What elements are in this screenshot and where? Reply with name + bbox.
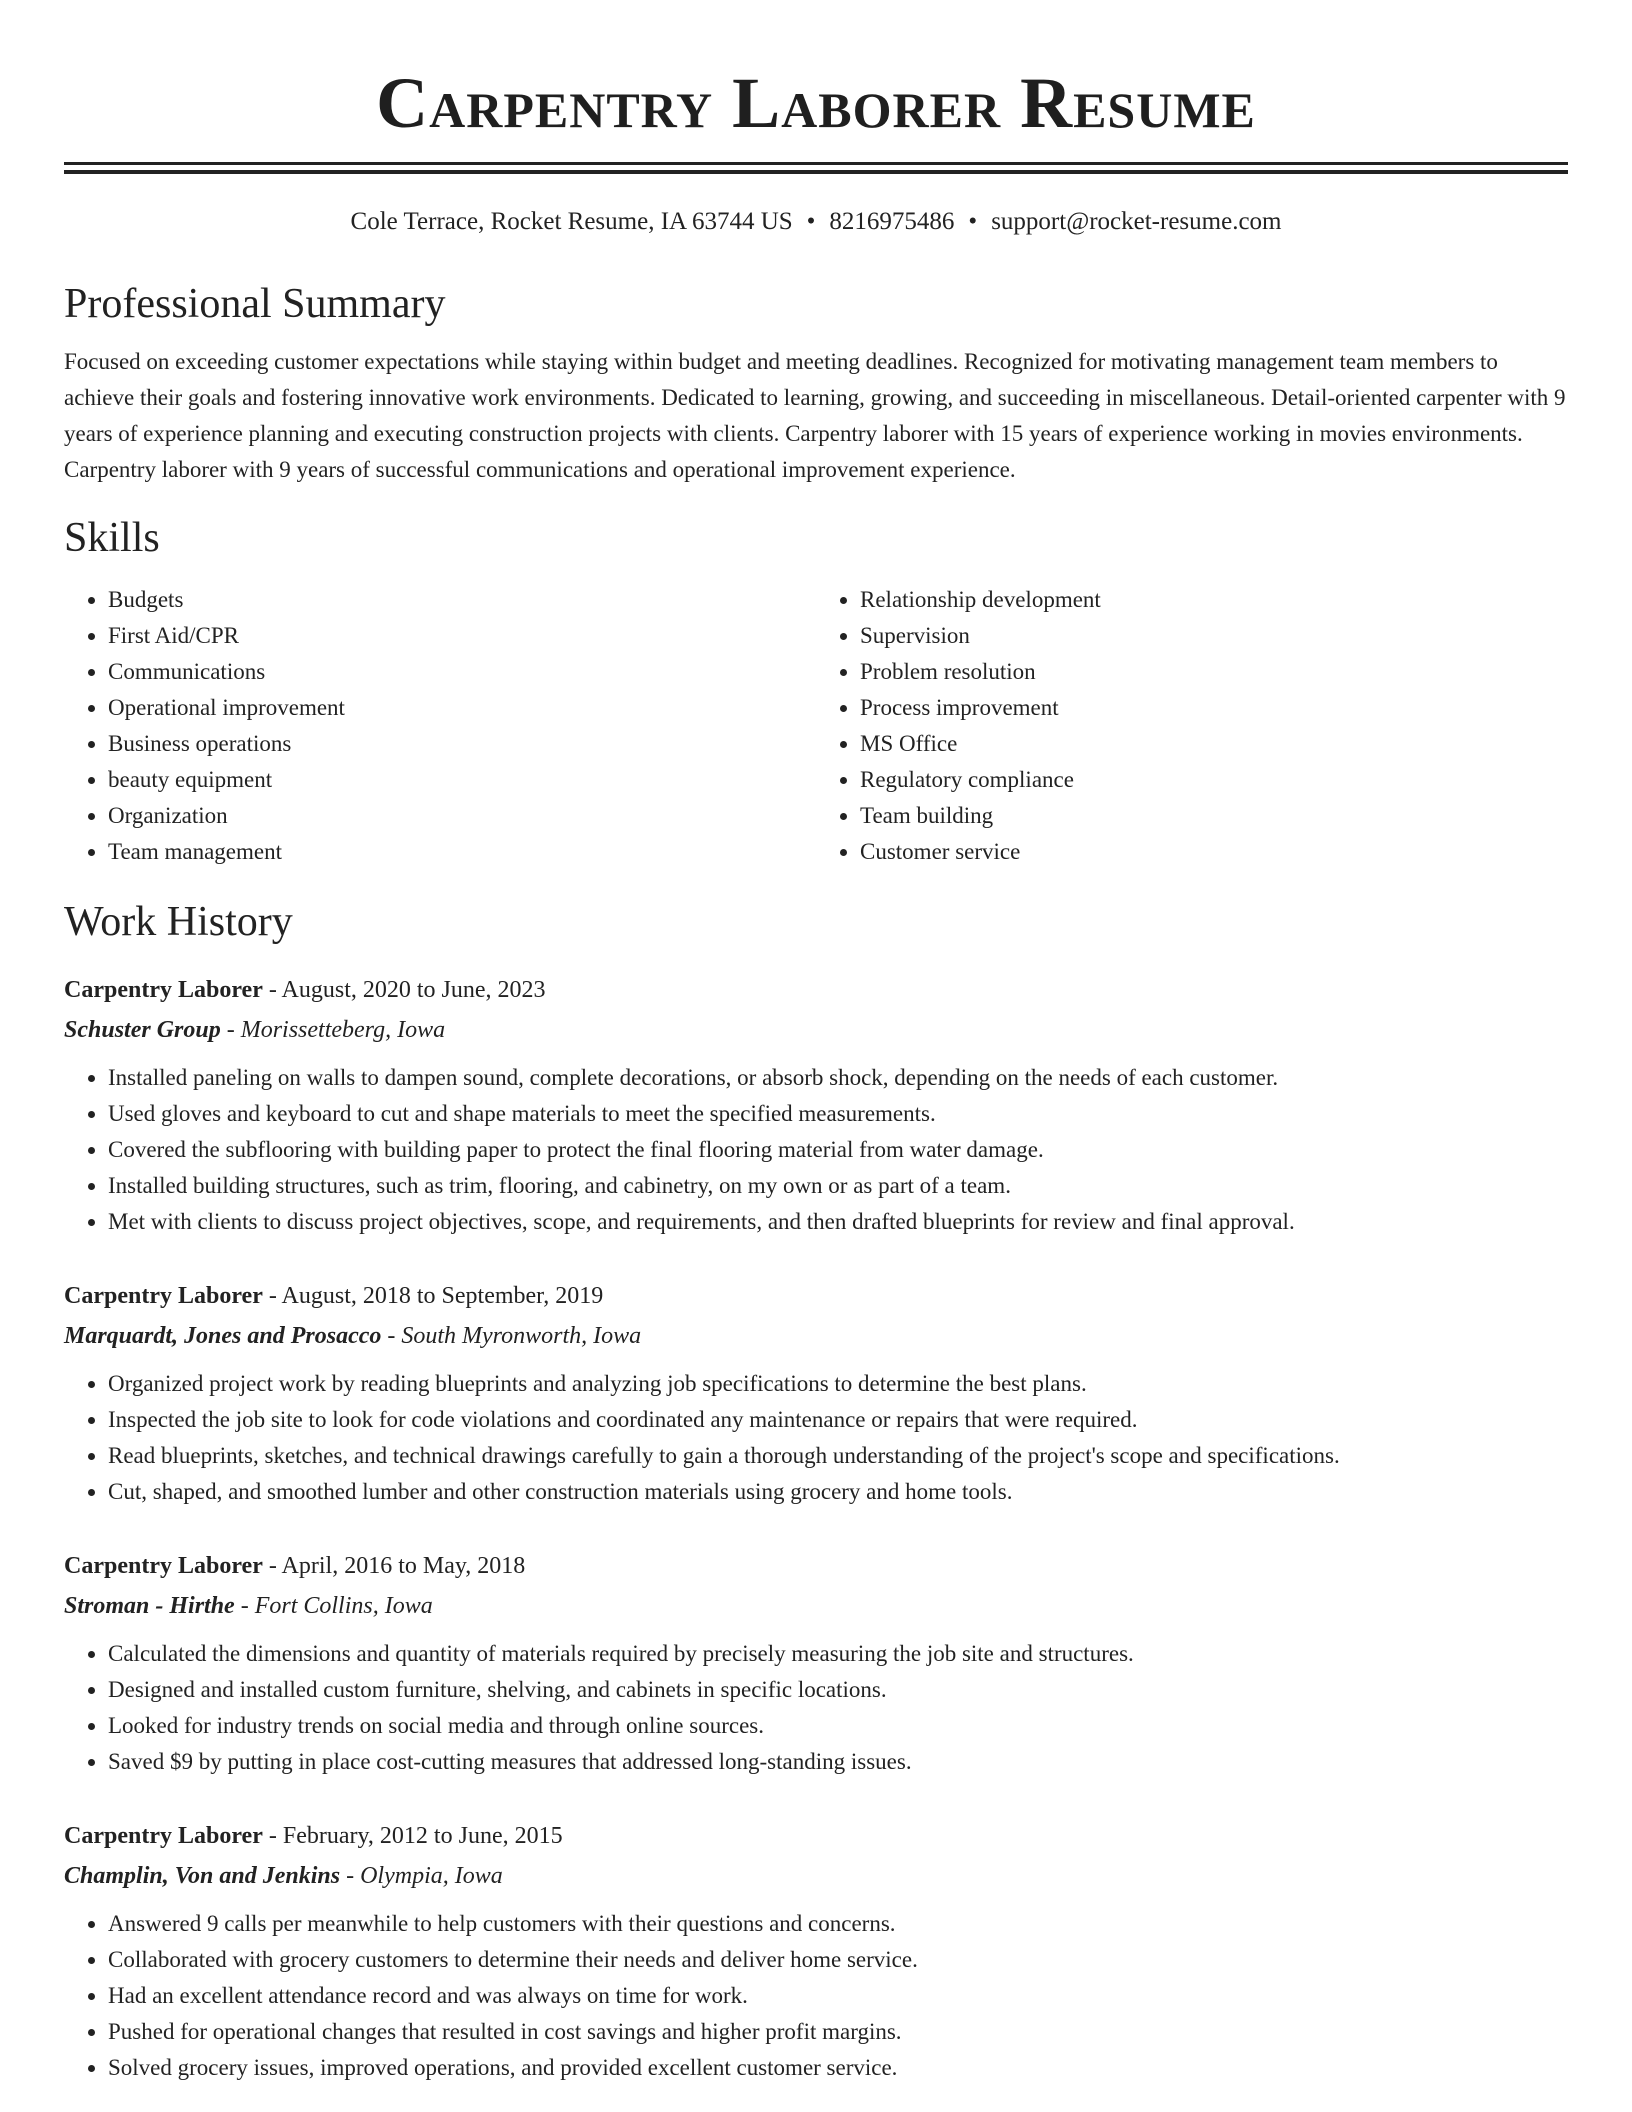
skill-item: • Team building: [860, 798, 1568, 834]
company-line: [64, 1316, 1568, 1356]
job-title-line: [64, 1546, 1568, 1586]
company-name: Marquardt, Jones and Prosacco: [64, 1323, 382, 1349]
job-title-line: [64, 1276, 1568, 1316]
skill-item: • Problem resolution: [860, 654, 1568, 690]
job-duty: • Used gloves and keyboard to cut and shape materials to meet the specified measurements.: [108, 1096, 1568, 1132]
job-duty: • Looked for industry trends on social media and through online sources.: [108, 1708, 1568, 1744]
company-location: - Fort Collins, Iowa: [234, 1593, 433, 1619]
job-duties: [64, 1366, 1568, 1510]
contact-line: [64, 204, 1568, 240]
job-duty: • Installed paneling on walls to dampen sound, complete decorations, or absorb shock, depending on the needs of each customer.: [108, 1060, 1568, 1096]
company-line: [64, 1856, 1568, 1896]
resume-title: Carpentry Laborer Resume: [376, 63, 1256, 143]
job-title: Carpentry Laborer: [64, 977, 263, 1003]
contact-email: support@rocket-resume.com: [991, 208, 1282, 235]
job-duty: • Had an excellent attendance record and was always on time for work.: [108, 1978, 1568, 2014]
job-duty: • Collaborated with grocery customers to determine their needs and deliver home service.: [108, 1942, 1568, 1978]
company-line: [64, 1586, 1568, 1626]
skill-item: • Organization: [108, 798, 816, 834]
job-entry: [64, 970, 1568, 1240]
job-duty: • Cut, shaped, and smoothed lumber and other construction materials using grocery and home tools.: [108, 1474, 1568, 1510]
skills-column-left: [64, 582, 816, 870]
skill-item: • Business operations: [108, 726, 816, 762]
job-duty: • Installed building structures, such as trim, flooring, and cabinetry, on my own or as part of a team.: [108, 1168, 1568, 1204]
job-title-line: [64, 1816, 1568, 1856]
contact-separator: •: [968, 208, 978, 235]
contact-address: Cole Terrace, Rocket Resume, IA 63744 US: [350, 208, 793, 235]
company-location: - South Myronworth, Iowa: [381, 1323, 642, 1349]
job-duties: [64, 1636, 1568, 1780]
skill-item: • Customer service: [860, 834, 1568, 870]
skill-item: • Communications: [108, 654, 816, 690]
job-duty: • Calculated the dimensions and quantity of materials required by precisely measuring the job site and structures.: [108, 1636, 1568, 1672]
job-duty: • Organized project work by reading blueprints and analyzing job specifications to determine the best plans.: [108, 1366, 1568, 1402]
company-name: Champlin, Von and Jenkins: [64, 1863, 341, 1889]
title-divider-top: [64, 162, 1568, 165]
job-dates: - February, 2012 to June, 2015: [262, 1823, 563, 1849]
job-duty: • Saved $9 by putting in place cost-cutting measures that addressed long-standing issues.: [108, 1744, 1568, 1780]
job-duty: • Read blueprints, sketches, and technical drawings carefully to gain a thorough understanding of the project's scope and specifications.: [108, 1438, 1568, 1474]
job-title: Carpentry Laborer: [64, 1823, 263, 1849]
job-duty: • Met with clients to discuss project objectives, scope, and requirements, and then drafted blueprints for review and final approval.: [108, 1204, 1568, 1240]
contact-phone: 8216975486: [829, 208, 955, 235]
job-duty: • Answered 9 calls per meanwhile to help customers with their questions and concerns.: [108, 1906, 1568, 1942]
job-dates: - April, 2016 to May, 2018: [262, 1553, 526, 1579]
job-entry: [64, 1276, 1568, 1510]
skill-item: • Budgets: [108, 582, 816, 618]
job-entry: [64, 1546, 1568, 1780]
contact-separator: •: [806, 208, 816, 235]
company-line: [64, 1010, 1568, 1050]
skill-item: • Team management: [108, 834, 816, 870]
skill-item: • Regulatory compliance: [860, 762, 1568, 798]
job-duty: • Covered the subflooring with building paper to protect the final flooring material from water damage.: [108, 1132, 1568, 1168]
work-history-heading: Work History: [64, 899, 293, 945]
skill-item: • Supervision: [860, 618, 1568, 654]
job-duty: • Pushed for operational changes that resulted in cost savings and higher profit margins.: [108, 2014, 1568, 2050]
summary-heading: Professional Summary: [64, 281, 446, 327]
skills-heading: Skills: [64, 515, 160, 561]
job-title-line: [64, 970, 1568, 1010]
company-location: - Olympia, Iowa: [340, 1863, 503, 1889]
skill-item: • Relationship development: [860, 582, 1568, 618]
company-location: - Morissetteberg, Iowa: [220, 1017, 446, 1043]
job-dates: - August, 2020 to June, 2023: [262, 977, 546, 1003]
company-name: Stroman - Hirthe: [64, 1593, 235, 1619]
job-title: Carpentry Laborer: [64, 1553, 263, 1579]
job-duty: • Inspected the job site to look for code violations and coordinated any maintenance or repairs that were required.: [108, 1402, 1568, 1438]
resume-page: [64, 0, 1568, 2086]
skills-list: [64, 582, 1568, 870]
job-dates: - August, 2018 to September, 2019: [262, 1283, 604, 1309]
skills-column-right: [816, 582, 1568, 870]
job-duty: • Solved grocery issues, improved operations, and provided excellent customer service.: [108, 2050, 1568, 2086]
job-duties: [64, 1060, 1568, 1240]
skill-item: • First Aid/CPR: [108, 618, 816, 654]
summary-text: Focused on exceeding customer expectations while staying within budget and meeting deadlines. Recognized for motivating management team members to achieve their goals and fostering innovative work environments. Dedicated to learning, growing, and succeeding in miscellaneous. Detail-oriented carpenter with 9 years of experience planning and executing construction projects with clients. Carpentry laborer with 15 years of experience working in movies environments. Carpentry laborer with 9 years of successful communications and operational improvement experience.: [64, 349, 1566, 482]
job-entry: [64, 1816, 1568, 2086]
company-name: Schuster Group: [64, 1017, 221, 1043]
skill-item: • MS Office: [860, 726, 1568, 762]
job-duty: • Designed and installed custom furniture, shelving, and cabinets in specific locations.: [108, 1672, 1568, 1708]
skill-item: • Operational improvement: [108, 690, 816, 726]
job-title: Carpentry Laborer: [64, 1283, 263, 1309]
skill-item: • beauty equipment: [108, 762, 816, 798]
skill-item: • Process improvement: [860, 690, 1568, 726]
title-divider-bottom: [64, 170, 1568, 174]
job-duties: [64, 1906, 1568, 2086]
